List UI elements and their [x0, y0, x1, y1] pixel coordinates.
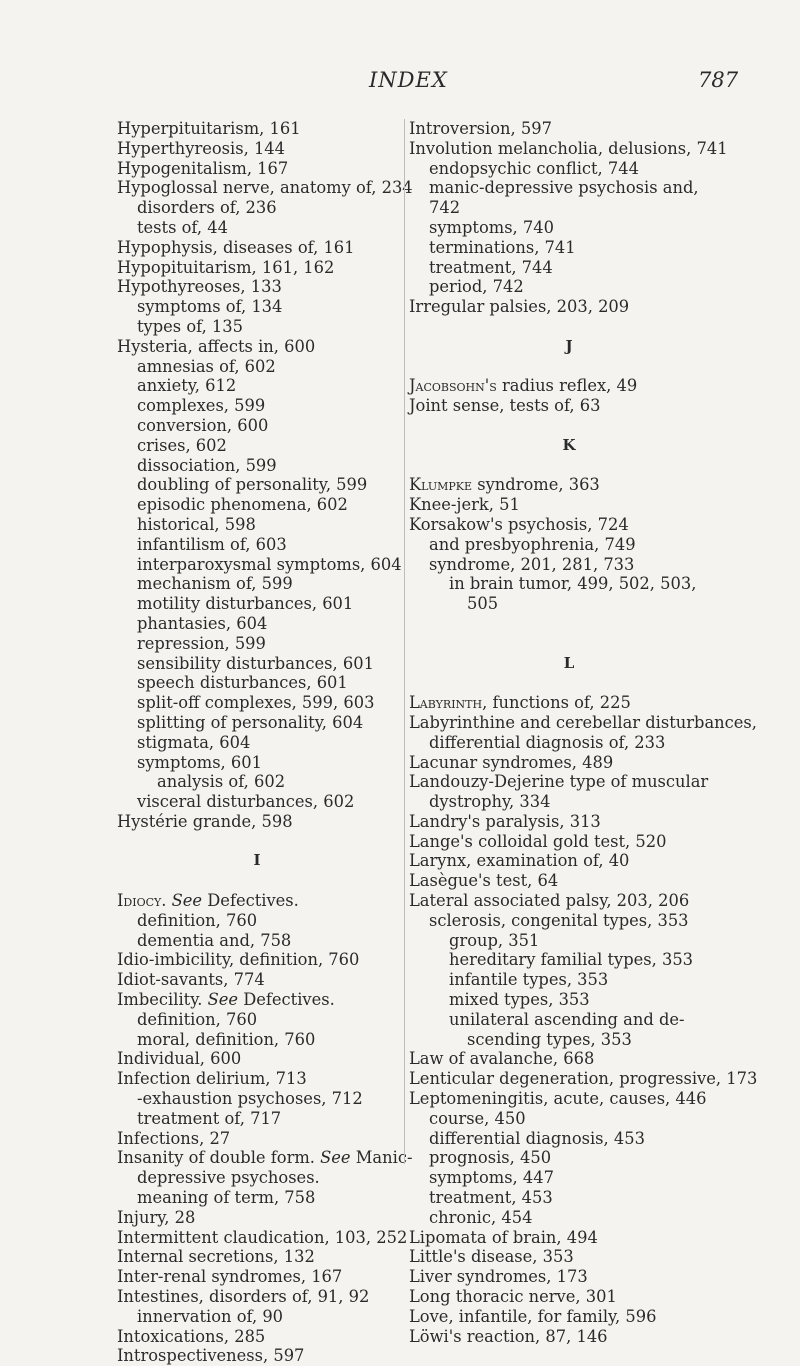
index-subsubentry: hereditary familial types, 353 — [449, 950, 694, 970]
index-subsubentry: infantile types, 353 — [449, 970, 609, 990]
index-entry: Little's disease, 353 — [409, 1247, 574, 1267]
index-entry: Lacunar syndromes, 489 — [409, 752, 614, 772]
index-entry: Landry's paralysis, 313 — [409, 811, 601, 831]
index-subsubentry: group, 351 — [449, 930, 540, 950]
index-entry: Lipomata of brain, 494 — [409, 1227, 598, 1247]
see-reference: See — [166, 891, 208, 911]
index-subentry: sensibility disturbances, 601 — [137, 653, 374, 673]
index-subentry: prognosis, 450 — [429, 1148, 552, 1168]
headword: Klumpke — [409, 475, 473, 495]
index-entry — [409, 376, 729, 396]
index-subentry: symptoms, 601 — [137, 752, 262, 772]
index-subentry: moral, definition, 760 — [137, 1029, 316, 1049]
section-letter: K — [562, 435, 576, 454]
index-subentry: conversion, 600 — [137, 415, 269, 435]
index-entry: Long thoracic nerve, 301 — [409, 1287, 617, 1307]
entry-text: syndrome, 363 — [472, 475, 600, 495]
index-subentry: terminations, 741 — [429, 237, 576, 257]
index-subentry: chronic, 454 — [429, 1207, 533, 1227]
index-subentry: speech disturbances, 601 — [137, 673, 348, 693]
index-subentry: phantasies, 604 — [137, 613, 268, 633]
index-entry: Lange's colloidal gold test, 520 — [409, 831, 667, 851]
index-entry: Leptomeningitis, acute, causes, 446 — [409, 1089, 707, 1109]
page-header — [0, 68, 800, 98]
index-entry: Injury, 28 — [117, 1207, 196, 1227]
index-entry: Individual, 600 — [117, 1049, 242, 1069]
index-subentry: manic-depressive psychosis and, — [429, 178, 699, 198]
index-subentry: doubling of personality, 599 — [137, 475, 368, 495]
headword: Imbecility. — [117, 990, 203, 1010]
index-continuation: dystrophy, 334 — [429, 792, 551, 812]
index-subentry: amnesias of, 602 — [137, 356, 276, 376]
index-entry: Inter-renal syndromes, 167 — [117, 1267, 343, 1287]
index-subentry: -exhaustion psychoses, 712 — [137, 1089, 363, 1109]
index-subentry: treatment of, 717 — [137, 1108, 282, 1128]
entry-text: radius reflex, 49 — [496, 376, 638, 396]
index-entry: Hyperpituitarism, 161 — [117, 119, 301, 138]
index-entry — [409, 693, 729, 713]
index-subentry: visceral disturbances, 602 — [137, 792, 355, 812]
index-subsubentry: analysis of, 602 — [157, 772, 286, 792]
index-entry: Hysteria, affects in, 600 — [117, 336, 316, 356]
index-subentry: meaning of term, 758 — [137, 1188, 316, 1208]
index-subentry: mechanism of, 599 — [137, 574, 293, 594]
index-entry: Lateral associated palsy, 203, 206 — [409, 891, 690, 911]
right-column — [404, 119, 758, 1346]
index-entry: Idio-imbicility, definition, 760 — [117, 950, 360, 970]
index-entry: Hypophysis, diseases of, 161 — [117, 237, 355, 257]
index-entry — [117, 990, 397, 1010]
index-entry — [117, 891, 397, 911]
index-subentry: crises, 602 — [137, 435, 227, 455]
index-subentry: splitting of personality, 604 — [137, 712, 364, 732]
index-subentry: endopsychic conflict, 744 — [429, 158, 639, 178]
index-subsubentry: mixed types, 353 — [449, 990, 590, 1010]
index-entry: Hypopituitarism, 161, 162 — [117, 257, 335, 277]
index-subentry: innervation of, 90 — [137, 1306, 284, 1326]
index-entry: Hyperthyreosis, 144 — [117, 138, 286, 158]
index-entry: Liver syndromes, 173 — [409, 1267, 588, 1287]
index-subentry: symptoms, 740 — [429, 217, 554, 237]
index-entry: Löwi's reaction, 87, 146 — [409, 1326, 608, 1346]
index-entry: Lasègue's test, 64 — [409, 871, 559, 891]
section-letter: L — [563, 653, 575, 672]
index-entry: Introspectiveness, 597 — [117, 1346, 305, 1366]
index-subentry: treatment, 453 — [429, 1188, 553, 1208]
index-subentry: sclerosis, congenital types, 353 — [429, 910, 689, 930]
index-entry: Idiot-savants, 774 — [117, 970, 265, 990]
index-subentry: split-off complexes, 599, 603 — [137, 693, 375, 713]
index-entry: Infections, 27 — [117, 1128, 231, 1148]
index-entry: Irregular palsies, 203, 209 — [409, 297, 630, 317]
index-subentry: differential diagnosis, 453 — [429, 1128, 645, 1148]
index-subentry: historical, 598 — [137, 514, 256, 534]
index-entry: Infection delirium, 713 — [117, 1069, 307, 1089]
index-entry: Intoxications, 285 — [117, 1326, 266, 1346]
index-entry: Law of avalanche, 668 — [409, 1049, 595, 1069]
index-entry: Hystérie grande, 598 — [117, 811, 293, 831]
index-subentry: repression, 599 — [137, 633, 266, 653]
index-subentry: definition, 760 — [137, 910, 258, 930]
index-subentry: syndrome, 201, 281, 733 — [429, 554, 635, 574]
index-entry — [117, 1148, 413, 1168]
page-number: 787 — [698, 68, 739, 92]
index-subentry: period, 742 — [429, 277, 524, 297]
index-subentry: complexes, 599 — [137, 396, 266, 416]
index-subentry: stigmata, 604 — [137, 732, 251, 752]
section-letter: J — [565, 336, 573, 355]
see-reference: See — [202, 990, 244, 1010]
cross-reference: Defectives. — [243, 990, 335, 1010]
index-subentry: tests of, 44 — [137, 217, 228, 237]
running-title: INDEX — [369, 68, 448, 92]
index-subentry: symptoms, 447 — [429, 1168, 554, 1188]
section-letter: I — [253, 851, 261, 870]
index-entry — [409, 475, 729, 495]
index-subentry: symptoms of, 134 — [137, 297, 283, 317]
index-subentry: types of, 135 — [137, 316, 244, 336]
index-entry: Larynx, examination of, 40 — [409, 851, 630, 871]
index-subentry: course, 450 — [429, 1108, 526, 1128]
index-subentry: dementia and, 758 — [137, 930, 292, 950]
index-subentry: definition, 760 — [137, 1009, 258, 1029]
index-entry: Labyrinthine and cerebellar disturbances, — [409, 712, 757, 732]
index-continuation: 505 — [467, 594, 499, 614]
cross-reference: Defectives. — [207, 891, 299, 911]
index-entry: Intermittent claudication, 103, 252 — [117, 1227, 408, 1247]
index-entry: Knee-jerk, 51 — [409, 495, 520, 515]
index-entry: Korsakow's psychosis, 724 — [409, 514, 629, 534]
left-column — [117, 119, 413, 1366]
index-entry: Intestines, disorders of, 91, 92 — [117, 1287, 370, 1307]
index-subentry: interparoxysmal symptoms, 604 — [137, 554, 402, 574]
index-entry: Internal secretions, 132 — [117, 1247, 315, 1267]
index-subsubentry: in brain tumor, 499, 502, 503, — [449, 574, 697, 594]
headword: Labyrinth, — [409, 693, 488, 713]
index-continuation: 742 — [429, 198, 461, 218]
index-subsubentry: unilateral ascending and de- — [449, 1009, 685, 1029]
index-entry: Involution melancholia, delusions, 741 — [409, 138, 728, 158]
see-reference: See — [314, 1148, 356, 1168]
entry-text: functions of, 225 — [487, 693, 631, 713]
index-subentry: motility disturbances, 601 — [137, 594, 354, 614]
cross-reference: Manic- — [355, 1148, 413, 1168]
index-subentry: dissociation, 599 — [137, 455, 277, 475]
headword: Idiocy. — [117, 891, 167, 911]
index-subentry: episodic phenomena, 602 — [137, 495, 348, 515]
index-entry: Love, infantile, for family, 596 — [409, 1306, 657, 1326]
index-subentry: and presbyophrenia, 749 — [429, 534, 636, 554]
index-subentry: treatment, 744 — [429, 257, 553, 277]
index-entry: Hypogenitalism, 167 — [117, 158, 289, 178]
index-entry: Hypothyreoses, 133 — [117, 277, 282, 297]
index-entry: Hypoglossal nerve, anatomy of, 234 — [117, 178, 413, 198]
index-entry: Lenticular degeneration, progressive, 173 — [409, 1069, 758, 1089]
index-subentry: disorders of, 236 — [137, 198, 277, 218]
index-continuation: depressive psychoses. — [137, 1168, 320, 1188]
index-subentry: infantilism of, 603 — [137, 534, 287, 554]
index-subentry: anxiety, 612 — [137, 376, 237, 396]
index-continuation: scending types, 353 — [467, 1029, 632, 1049]
headword: Jacobsohn's — [409, 376, 497, 396]
headword: Insanity of double form. — [117, 1148, 315, 1168]
index-entry: Landouzy-Dejerine type of muscular — [409, 772, 709, 792]
index-entry: Introversion, 597 — [409, 119, 552, 138]
index-continuation: differential diagnosis of, 233 — [429, 732, 666, 752]
index-entry: Joint sense, tests of, 63 — [409, 396, 601, 416]
